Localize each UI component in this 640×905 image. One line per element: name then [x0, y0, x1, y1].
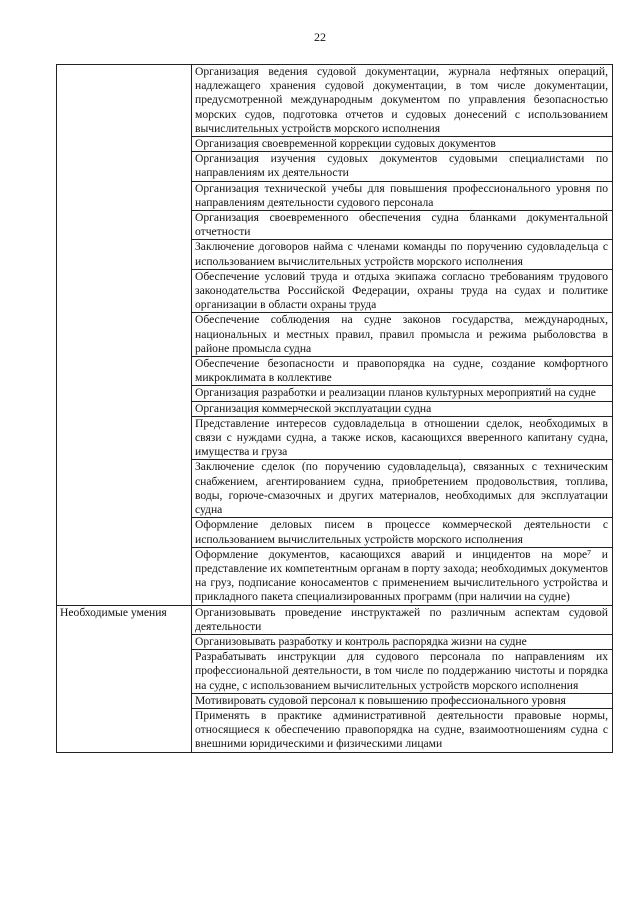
- table-cell: Заключение сделок (по поручению судовладельца), связанных с техническим снабжением, агентированием судна, приобретением продовольствия, топлива, воды, горюче-смазочных и других материалов, необходимых для эксплуатации судна: [192, 460, 613, 518]
- table-cell: Организация своевременной коррекции судовых документов: [192, 137, 613, 152]
- table-cell: Мотивировать судовой персонал к повышению профессионального уровня: [192, 693, 613, 708]
- table-cell: Организация ведения судовой документации, журнала нефтяных операций, надлежащего хранения судовой документации, в том числе документации, предусмотренной международным документом по управления безопасностью морских судов, подготовка отчетов и судовых донесений с использованием вычислительных устройств морского исполнения: [192, 65, 613, 137]
- table-cell: Организация технической учебы для повышения профессионального уровня по направлениям деятельности судового персонала: [192, 181, 613, 210]
- table-row: [57, 65, 613, 137]
- table-cell: Оформление документов, касающихся аварий и инцидентов на море⁷ и представление их компетентным органам в порту захода; необходимых документов на груз, подписание коносаментов с применением вычислительного устройства и прикладного пакета специализированных программ (при наличии на судне): [192, 547, 613, 605]
- competency-table: [56, 64, 613, 753]
- table-cell: Обеспечение соблюдения на судне законов государства, международных, национальных и местных правил, правил промысла и режима рыболовства в районе промысла судна: [192, 313, 613, 357]
- table-body: [57, 65, 613, 753]
- table-cell: Заключение договоров найма с членами команды по поручению судовладельца с использованием вычислительных устройств морского исполнения: [192, 240, 613, 269]
- table-cell: Организовывать проведение инструктажей по различным аспектам судовой деятельности: [192, 605, 613, 634]
- table-cell: Обеспечение условий труда и отдыха экипажа согласно требованиям трудового законодательства Российской Федерации, охраны труда на судах и политике организации в области охраны труда: [192, 269, 613, 313]
- table-cell: Организация своевременного обеспечения судна бланками документальной отчетности: [192, 211, 613, 240]
- table-cell: Представление интересов судовладельца в отношении сделок, необходимых в связи с нуждами судна, а также исков, касающихся вверенного капитану судна, имущества и груза: [192, 416, 613, 460]
- group-heading: Необходимые умения: [57, 605, 192, 752]
- table-row: [57, 605, 613, 634]
- page-number: 22: [314, 30, 326, 44]
- table-cell: Организация коммерческой эксплуатации судна: [192, 401, 613, 416]
- table-cell: Применять в практике административной деятельности правовые нормы, относящиеся к обеспечению правопорядка на судне, взаимоотношениям судна с внешними юридическими и физическими лицами: [192, 708, 613, 752]
- table-cell: Организация изучения судовых документов судовыми специалистами по направлениям их деятельности: [192, 152, 613, 181]
- table-cell: Организация разработки и реализации планов культурных мероприятий на судне: [192, 386, 613, 401]
- table-cell: Обеспечение безопасности и правопорядка на судне, создание комфортного микроклимата в коллективе: [192, 357, 613, 386]
- table-cell: Организовывать разработку и контроль распорядка жизни на судне: [192, 634, 613, 649]
- table-cell: Разрабатывать инструкции для судового персонала по направлениям их профессиональной деятельности, в том числе по поддержанию чистоты и порядка на судне, с использованием вычислительных устройств морского исполнения: [192, 650, 613, 694]
- table-cell: Оформление деловых писем в процессе коммерческой деятельности с использованием вычислительных устройств морского исполнения: [192, 518, 613, 547]
- group-heading: [57, 65, 192, 606]
